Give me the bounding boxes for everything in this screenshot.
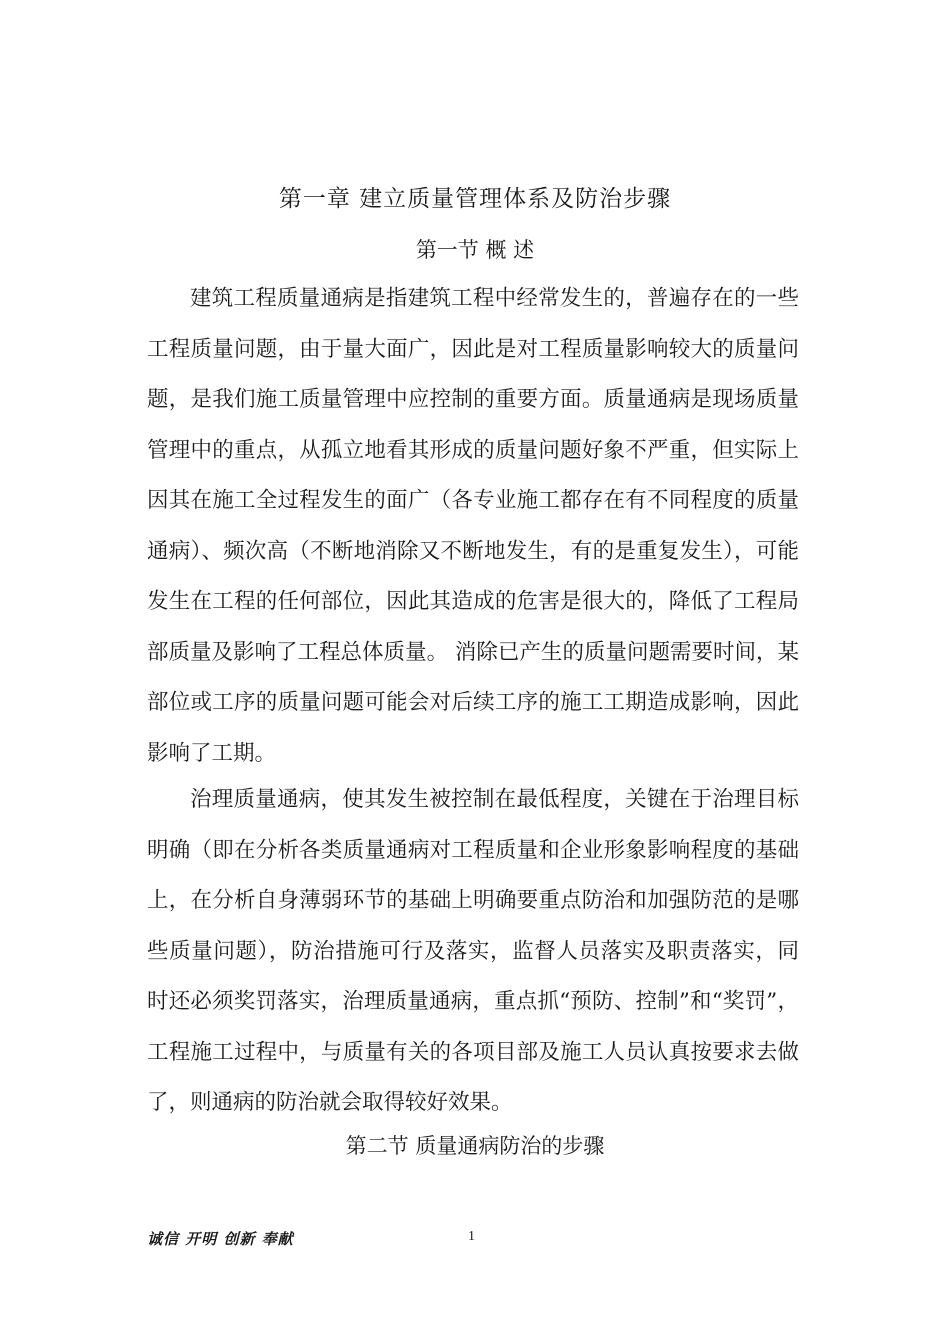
section-title: 第二节 质量通病防治的步骤	[345, 1134, 605, 1158]
body-paragraph: 建筑工程质量通病是指建筑工程中经常发生的，普遍存在的一些工程质量问题，由于量大面广，因此是对工程质量影响较大的质量问题，是我们施工质量管理中应控制的重要方面。质量通病是现场质量管理中的重点，从孤立地看其形成的质量问题好象不严重，但实际上因其在施工全过程发生的面广（各专业施工都存在有不同程度的质量通病）、频次高（不断地消除又不断地发生，有的是重复发生），可能发生在工程的任何部位，因此其造成的危害是很大的，降低了工程局部质量及影响了工程总体质量。 消除已产生的质量问题需要时间，某部位或工序的质量问题可能会对后续工序的施工工期造成影响，因此影响了工期。	[147, 286, 799, 766]
chapter-title: 第一章 建立质量管理体系及防治步骤	[278, 186, 672, 212]
body-paragraph: 治理质量通病，使其发生被控制在最低程度，关键在于治理目标明确（即在分析各类质量通病对工程质量和企业形象影响程度的基础上，在分析自身薄弱环节的基础上明确要重点防治和加强防范的是哪些质量问题），防治措施可行及落实，监督人员落实及职责落实，同时还必须奖罚落实，治理质量通病，重点抓“预防、控制”和“奖罚”，工程施工过程中，与质量有关的各项目部及施工人员认真按要求去做了，则通病的防治就会取得较好效果。	[147, 787, 799, 1115]
section-title: 第一节 概 述	[415, 238, 535, 262]
page-number: 1	[468, 1229, 475, 1244]
footer-motto: 诚信 开明 创新 奉献	[147, 1230, 294, 1248]
